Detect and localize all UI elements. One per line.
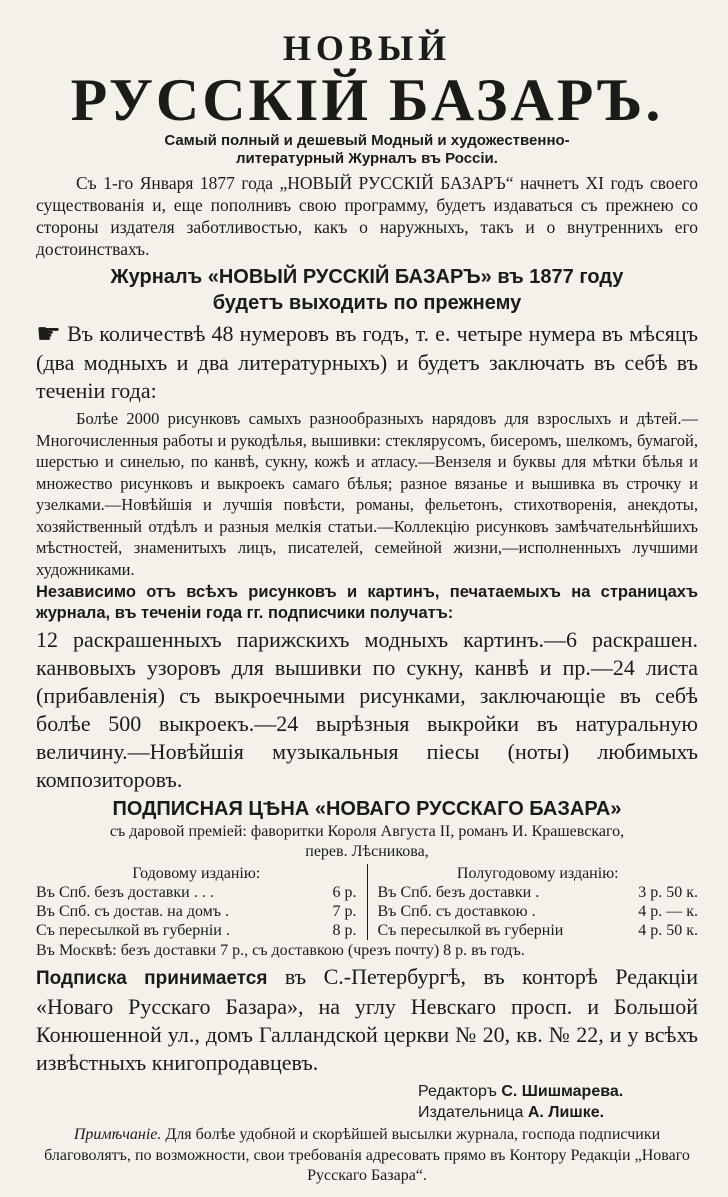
premium-line-2: перев. Лѣсникова,: [305, 843, 429, 860]
half-year-header: Полугодовому изданію:: [456, 865, 619, 882]
publisher-line: Издательница А. Лишке.: [418, 1104, 605, 1121]
footnote-label: Примѣчаніе.: [73, 1126, 162, 1143]
footnote: [36, 1125, 698, 1187]
annual-price-column: [36, 864, 368, 940]
quantity-text: Въ количествѣ 48 нумеровъ въ годъ, т. е. четыре нумера въ мѣсяцъ (два модныхъ и два литературныхъ) и будетъ заключать въ себѣ въ теченіи года:: [36, 321, 698, 403]
publisher-name: А. Лишке.: [527, 1104, 605, 1121]
quantity-paragraph: [36, 320, 698, 405]
intro-paragraph: Съ 1-го Января 1877 года „НОВЫЙ РУССКІЙ БАЗАРЪ“ начнетъ XI годъ своего существованія и, еще пополнивъ свою программу, будетъ издаваться съ прежнею со стороны издателя заботливостью, какъ о наружныхъ, такъ и о внутреннихъ его достоинствахъ.: [36, 173, 698, 259]
table-row: Съ пересылкой въ губерніи 4 р. 50 к.: [377, 922, 698, 939]
footnote-text: Для болѣе удобной и скорѣйшей высылки журнала, господа подписчики благоволятъ, по возможности, свои требованія адресовать прямо въ Контору Редакціи „Новаго Русскаго Базара“.: [44, 1126, 690, 1184]
subscription-lead: Подписка принимается: [36, 968, 268, 989]
annual-header: Годовому изданію:: [132, 865, 261, 882]
table-row: Въ Спб. безъ доставки . 3 р. 50 к.: [377, 884, 698, 901]
moscow-price: Въ Москвѣ: безъ доставки 7 р., съ доставкою (чрезъ почту) 8 р. въ годъ.: [36, 942, 525, 959]
extras-paragraph: 12 раскрашенныхъ парижскихъ модныхъ картинъ.—6 раскрашен. канвовыхъ узоровъ для вышивки по сукну, канвѣ и пр.—24 листа (прибавленія) съ выкроечными рисунками, заключающіе въ себѣ болѣе 500 выкроекъ.—24 вырѣзныя выкройки въ натуральную величину.—Новѣйшія музыкальныя пiесы (ноты) любимыхъ композиторовъ.: [36, 627, 698, 792]
subtitle-line-2: литературный Журналъ въ Россіи.: [236, 150, 498, 167]
pointing-hand-icon: ☛: [36, 319, 62, 350]
subscription-paragraph: [36, 963, 698, 1077]
price-heading: ПОДПИСНАЯ ЦѢНА «НОВАГО РУССКАГО БАЗАРА»: [112, 798, 622, 820]
subtitle-line-1: Самый полный и дешевый Модный и художественно-: [164, 132, 570, 149]
journal-heading-line-1: Журналъ «НОВЫЙ РУССКІЙ БАЗАРЪ» въ 1877 году: [110, 266, 624, 288]
masthead-title: РУССКІЙ БАЗАРЪ.: [70, 67, 664, 133]
half-year-price-column: [368, 864, 699, 940]
editor-line: Редакторъ С. Шишмарева.: [418, 1083, 624, 1100]
editor-name: С. Шишмарева.: [501, 1083, 624, 1100]
journal-heading-line-2: будетъ выходить по прежнему: [212, 292, 522, 314]
table-row: Съ пересылкой въ губерніи . 8 р.: [36, 922, 357, 939]
premium-line-1: съ даровой преміей: фаворитки Короля Августа II, романъ И. Крашевскаго,: [109, 823, 625, 840]
subscription-text: въ С.-Петербургѣ, въ конторѣ Редакціи «Новаго Русскаго Базара», на углу Невскаго просп. и Большой Конюшенной ул., домъ Галландской церкви № 20, кв. № 22, и у всѣхъ извѣстныхъ книгопродавцевъ.: [36, 964, 698, 1075]
table-row: Въ Спб. съ достав. на домъ . 7 р.: [36, 903, 357, 920]
independent-paragraph: Независимо отъ всѣхъ рисунковъ и картинъ, печатаемыхъ на страницахъ журнала, въ теченіи года гг. подписчики получатъ:: [36, 583, 698, 622]
price-table: [36, 864, 698, 940]
table-row: Въ Спб. съ доставкою . 4 р. — к.: [377, 903, 698, 920]
table-row: Въ Спб. безъ доставки . . . 6 р.: [36, 884, 357, 901]
contents-paragraph: Болѣе 2000 рисунковъ самыхъ разнообразныхъ нарядовъ для взрослыхъ и дѣтей.—Многочисленныя работы и рукодѣлья, вышивки: стеклярусомъ, бисеромъ, шелкомъ, бумагой, шерстью и синелью, по канвѣ, сукну, кожѣ и атласу.—Вензеля и буквы для мѣтки бѣлья и множество рисунковъ и выкроекъ самаго бѣлья; разное вязанье и вышивка въ строчку и узелками.—Новѣйшія и лучшія повѣсти, романы, фельетонъ, стихотворенія, анекдоты, хозяйственный отдѣлъ и разныя мелкія статьи.—Коллекцію рисунковъ замѣчательнѣйшихъ мѣстностей, знаменитыхъ лицъ, писателей, семейной жизни,—исполненныхъ лучшими художниками.: [36, 409, 698, 579]
masthead-top: НОВЫЙ: [282, 28, 452, 68]
